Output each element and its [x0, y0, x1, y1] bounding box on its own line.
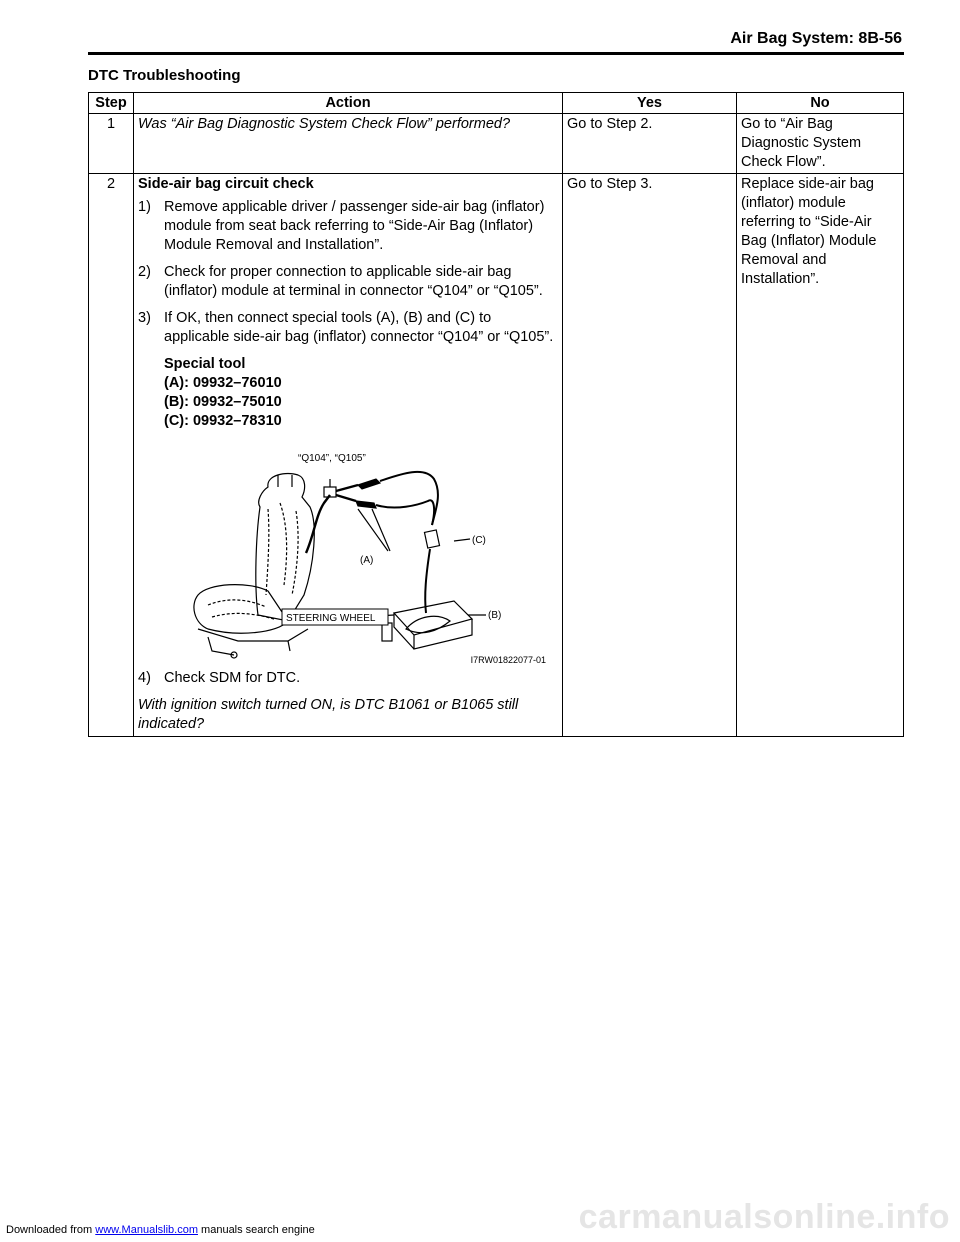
substep: [138, 669, 558, 688]
substep: [138, 198, 558, 255]
yes-cell: Go to Step 3.: [563, 174, 737, 737]
step-number: 2: [89, 174, 134, 737]
special-tool-b: (B): 09932–75010: [164, 394, 282, 410]
substep-text: If OK, then connect special tools (A), (B) and (C) to applicable side-air bag (inflator) connector “Q104” or “Q105”.: [164, 310, 554, 345]
tool-box-shape: [394, 601, 472, 635]
table-header-row: [89, 93, 904, 114]
label-c: (C): [472, 535, 486, 546]
connector-label: “Q104”, “Q105”: [298, 453, 366, 464]
substep-text: Check for proper connection to applicable side-air bag (inflator) module at terminal in connector “Q104” or “Q105”.: [164, 264, 543, 299]
manualslib-link[interactable]: www.Manualslib.com: [95, 1224, 198, 1236]
figure-code: I7RW01822077-01: [470, 655, 546, 665]
action-question: With ignition switch turned ON, is DTC B1061 or B1065 still indicated?: [138, 697, 519, 732]
special-tool-heading: Special tool: [164, 356, 246, 372]
steering-wheel-label: STEERING WHEEL: [286, 613, 376, 624]
page-header-title: Air Bag System: 8B-56: [730, 30, 902, 47]
yes-cell: Go to Step 2.: [563, 114, 737, 174]
special-tool-a: (A): 09932–76010: [164, 375, 282, 391]
substep: [138, 263, 558, 301]
substep-text: Remove applicable driver / passenger side-air bag (inflator) module from seat back referring to “Side-Air Bag (Inflator) Module Removal and Installation”.: [164, 199, 545, 253]
action-cell: [134, 114, 563, 174]
dtc-table: [88, 92, 904, 737]
header-rule: [88, 52, 904, 55]
footer-suffix: manuals search engine: [201, 1224, 315, 1236]
special-tool-block: [164, 355, 558, 431]
column-header-step: Step: [89, 93, 134, 114]
table-row: [89, 174, 904, 737]
no-cell: Replace side-air bag (inflator) module referring to “Side-Air Bag (Inflator) Module Removal and Installation”.: [737, 174, 904, 737]
table-row: [89, 114, 904, 174]
substep-number: 4): [138, 670, 151, 686]
seat-cushion-shape: [194, 585, 288, 634]
action-question: Was “Air Bag Diagnostic System Check Flow” performed?: [138, 116, 511, 132]
seat-back-shape: [256, 474, 314, 622]
substep: [138, 309, 558, 347]
seat-tool-illustration: [138, 445, 558, 667]
substep-text: Check SDM for DTC.: [164, 670, 301, 686]
column-header-yes: Yes: [563, 93, 737, 114]
section-title: DTC Troubleshooting: [88, 67, 241, 84]
download-footer: [6, 1224, 315, 1236]
tool-connection-figure: [138, 445, 558, 667]
step-number: 1: [89, 114, 134, 174]
action-cell: [134, 174, 563, 737]
label-a: (A): [360, 555, 374, 566]
label-b: (B): [488, 610, 502, 621]
substep-number: 3): [138, 310, 151, 326]
substep-number: 2): [138, 264, 151, 280]
step-title: Side-air bag circuit check: [138, 176, 314, 192]
watermark-text: carmanualsonline.info: [578, 1198, 950, 1236]
column-header-action: Action: [134, 93, 563, 114]
no-cell: Go to “Air Bag Diagnostic System Check Flow”.: [737, 114, 904, 174]
substep-number: 1): [138, 199, 151, 215]
column-header-no: No: [737, 93, 904, 114]
footer-prefix: Downloaded from: [6, 1224, 93, 1236]
special-tool-c: (C): 09932–78310: [164, 413, 282, 429]
